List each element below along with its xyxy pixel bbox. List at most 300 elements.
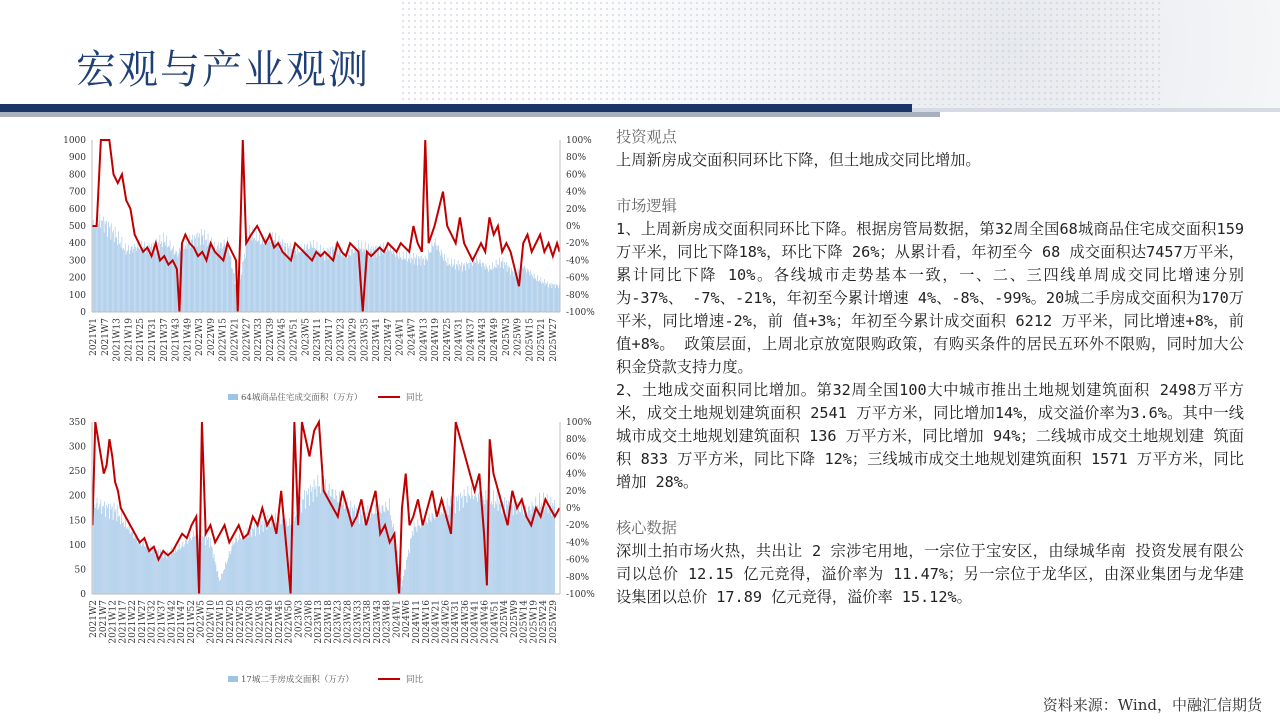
data-bar <box>441 250 442 312</box>
data-bar <box>525 269 526 312</box>
data-bar <box>369 514 370 594</box>
data-bar <box>479 492 480 594</box>
data-bar <box>248 240 249 312</box>
data-bar <box>270 527 271 594</box>
data-bar <box>361 515 362 594</box>
data-bar <box>394 249 395 312</box>
data-bar <box>216 249 217 312</box>
data-bar <box>523 515 524 594</box>
data-bar <box>427 258 428 312</box>
data-bar <box>376 257 377 312</box>
data-bar <box>118 517 119 594</box>
data-bar <box>453 264 454 312</box>
data-bar <box>434 518 435 594</box>
x-tick-label: 2021W13 <box>112 318 123 362</box>
data-bar <box>133 253 134 312</box>
data-bar <box>185 540 186 594</box>
data-bar <box>433 514 434 594</box>
data-bar <box>217 571 218 594</box>
data-bar <box>242 275 243 312</box>
data-bar <box>303 500 304 594</box>
data-bar <box>379 256 380 312</box>
data-bar <box>100 214 101 312</box>
data-bar <box>226 564 227 594</box>
data-bar <box>193 531 194 594</box>
data-bar <box>331 258 332 312</box>
data-bar <box>274 240 275 312</box>
data-bar <box>211 237 212 312</box>
data-bar <box>165 246 166 312</box>
left-tick-label: 1000 <box>63 136 86 146</box>
legend-bar-label: 17城二手房成交面积（万方） <box>241 675 354 685</box>
data-bar <box>223 571 224 594</box>
data-bar <box>411 538 412 594</box>
data-bar <box>351 256 352 312</box>
data-bar <box>340 252 341 312</box>
data-bar <box>128 529 129 594</box>
x-tick-label: 2024W49 <box>490 317 500 362</box>
data-bar <box>548 288 549 312</box>
data-bar <box>536 281 537 312</box>
data-bar <box>294 243 295 312</box>
x-tick-label: 2023W48 <box>382 599 393 644</box>
data-bar <box>416 526 417 594</box>
data-bar <box>125 243 126 312</box>
left-tick-label: 150 <box>68 516 86 527</box>
x-tick-label: 2021W7 <box>100 318 111 356</box>
data-bar <box>553 285 554 312</box>
data-bar <box>375 246 376 312</box>
data-bar <box>217 572 218 594</box>
data-bar <box>517 514 518 594</box>
data-bar <box>254 524 255 594</box>
data-bar <box>184 249 185 312</box>
data-bar <box>528 270 529 312</box>
x-tick-label: 2022W51 <box>289 317 300 362</box>
left-tick-label: 50 <box>74 565 86 576</box>
data-bar <box>554 284 555 312</box>
data-bar <box>127 527 128 594</box>
data-bar <box>496 504 497 594</box>
data-bar <box>468 494 469 594</box>
data-bar <box>537 505 538 594</box>
data-bar <box>208 233 209 312</box>
data-bar <box>175 545 176 594</box>
data-bar <box>166 235 167 312</box>
data-bar <box>387 510 388 594</box>
data-bar <box>183 542 184 594</box>
data-bar <box>415 257 416 312</box>
data-bar <box>109 519 110 594</box>
data-bar <box>143 248 144 312</box>
data-bar <box>312 247 313 312</box>
data-bar <box>241 273 242 313</box>
data-bar <box>396 251 397 312</box>
data-bar <box>432 513 433 594</box>
data-bar <box>417 265 418 312</box>
data-bar <box>370 517 371 594</box>
data-bar <box>426 260 427 312</box>
data-bar <box>201 229 202 312</box>
data-bar <box>490 269 491 312</box>
data-bar <box>106 505 107 594</box>
x-tick-label: 2025W19 <box>529 599 540 644</box>
data-bar <box>378 247 379 312</box>
data-bar <box>492 270 493 312</box>
data-bar <box>543 283 544 312</box>
data-bar <box>142 251 143 312</box>
data-bar <box>413 253 414 312</box>
data-bar <box>430 520 431 594</box>
x-tick-label: 2025W4 <box>500 600 511 638</box>
data-bar <box>121 248 122 312</box>
data-bar <box>255 240 256 312</box>
x-tick-label: 2025W3 <box>501 317 512 356</box>
data-bar <box>496 260 497 312</box>
data-bar <box>169 553 170 594</box>
data-bar <box>522 267 523 312</box>
data-bar <box>123 522 124 594</box>
data-bar <box>443 500 444 594</box>
data-bar <box>369 257 370 312</box>
data-bar <box>425 256 426 312</box>
data-bar <box>367 250 368 312</box>
data-bar <box>489 265 490 312</box>
data-bar <box>441 512 442 594</box>
data-bar <box>435 520 436 594</box>
data-bar <box>525 505 526 594</box>
data-bar <box>498 265 499 312</box>
data-bar <box>117 521 118 594</box>
data-bar <box>434 242 435 312</box>
data-bar <box>415 527 416 594</box>
data-bar <box>107 237 108 312</box>
data-bar <box>150 548 151 594</box>
data-bar <box>416 259 417 312</box>
data-bar <box>214 248 215 312</box>
data-bar <box>224 569 225 594</box>
data-bar <box>439 251 440 312</box>
data-bar <box>106 221 107 312</box>
data-bar <box>508 265 509 312</box>
data-bar <box>259 235 260 312</box>
data-bar <box>471 263 472 312</box>
data-bar <box>234 544 235 594</box>
data-bar <box>127 250 128 312</box>
data-bar <box>556 284 557 312</box>
x-tick-label: 2023W47 <box>383 318 394 362</box>
data-bar <box>362 512 363 594</box>
x-tick-label: 2023W28 <box>343 600 354 644</box>
data-bar <box>350 255 351 312</box>
data-bar <box>465 271 466 312</box>
legend-bar-swatch <box>228 394 238 400</box>
data-bar <box>312 487 313 594</box>
data-bar <box>401 586 402 594</box>
data-bar <box>450 266 451 312</box>
data-bar <box>297 244 298 312</box>
data-bar <box>341 256 342 312</box>
data-bar <box>523 269 524 312</box>
data-bar <box>253 529 254 594</box>
data-bar <box>429 253 430 312</box>
data-bar <box>409 259 410 312</box>
data-bar <box>244 254 245 312</box>
x-tick-label: 2024W21 <box>431 600 442 644</box>
data-bar <box>138 242 139 312</box>
data-bar <box>445 509 446 594</box>
data-bar <box>329 251 330 312</box>
data-bar <box>269 522 270 594</box>
right-tick-label: -80% <box>566 572 590 583</box>
data-bar <box>365 514 366 594</box>
data-bar <box>119 244 120 312</box>
x-tick-label: 2022W27 <box>242 317 253 362</box>
x-tick-label: 2022W35 <box>255 600 266 644</box>
data-bar <box>222 574 223 594</box>
data-bar <box>144 246 145 312</box>
data-bar <box>111 509 112 594</box>
data-bar <box>301 244 302 312</box>
data-bar <box>152 549 153 594</box>
data-bar <box>234 274 235 312</box>
data-bar <box>303 249 304 312</box>
data-bar <box>399 259 400 312</box>
left-tick-label: 0 <box>80 308 86 318</box>
data-bar <box>385 249 386 312</box>
data-bar <box>324 260 325 312</box>
data-bar <box>344 257 345 312</box>
data-bar <box>428 518 429 594</box>
data-bar <box>375 504 376 594</box>
data-bar <box>510 274 511 312</box>
data-bar <box>225 562 226 594</box>
data-bar <box>160 244 161 312</box>
data-bar <box>153 550 154 594</box>
data-bar <box>512 505 513 594</box>
data-bar <box>263 244 264 312</box>
data-bar <box>356 508 357 594</box>
data-bar <box>327 248 328 312</box>
data-bar <box>508 268 509 312</box>
data-bar <box>334 500 335 594</box>
data-bar <box>497 268 498 312</box>
data-bar <box>469 496 470 594</box>
data-bar <box>229 253 230 312</box>
data-bar <box>403 252 404 312</box>
data-bar <box>246 241 247 312</box>
data-bar <box>137 247 138 312</box>
left-tick-label: 300 <box>68 442 86 453</box>
data-bar <box>410 263 411 312</box>
data-bar <box>501 494 502 594</box>
data-bar <box>323 490 324 594</box>
data-bar <box>507 272 508 312</box>
data-bar <box>256 524 257 594</box>
data-bar <box>455 269 456 312</box>
data-bar <box>97 227 98 312</box>
data-bar <box>252 241 253 312</box>
data-bar <box>107 507 108 594</box>
x-tick-label: 2022W5 <box>196 600 207 638</box>
data-bar <box>174 553 175 594</box>
data-bar <box>215 251 216 312</box>
data-bar <box>213 558 214 594</box>
data-bar <box>129 254 130 312</box>
data-bar <box>410 539 411 594</box>
x-tick-label: 2022W15 <box>218 317 229 362</box>
data-bar <box>418 256 419 312</box>
data-bar <box>506 500 507 594</box>
data-bar <box>138 541 139 594</box>
data-bar <box>108 504 109 594</box>
data-bar <box>115 227 116 312</box>
x-tick-label: 2022W10 <box>206 599 217 644</box>
data-bar <box>261 244 262 312</box>
data-bar <box>549 503 550 594</box>
data-bar <box>513 271 514 312</box>
data-bar <box>100 499 101 594</box>
data-bar <box>516 508 517 594</box>
view-text: 上周新房成交面积同环比下降，但土地成交同比增加。 <box>616 151 981 169</box>
data-bar <box>295 251 296 312</box>
data-bar <box>102 221 103 312</box>
data-bar <box>193 248 194 312</box>
data-bar <box>383 254 384 312</box>
data-bar <box>201 542 202 594</box>
data-bar <box>495 501 496 594</box>
data-bar <box>418 525 419 594</box>
data-bar <box>470 498 471 594</box>
data-bar <box>518 268 519 312</box>
data-bar <box>386 507 387 594</box>
data-bar <box>498 511 499 594</box>
data-bar <box>551 283 552 312</box>
data-bar <box>235 284 236 312</box>
data-bar <box>109 228 110 312</box>
x-tick-label: 2021W31 <box>148 318 158 362</box>
x-tick-label: 2022W15 <box>216 599 227 644</box>
data-bar <box>494 266 495 312</box>
data-bar <box>180 550 181 594</box>
data-bar <box>384 249 385 312</box>
data-bar <box>402 260 403 312</box>
data-bar <box>205 240 206 312</box>
data-bar <box>125 516 126 594</box>
data-bar <box>115 511 116 594</box>
data-bar <box>169 247 170 312</box>
x-tick-label: 2024W13 <box>419 318 430 362</box>
data-bar <box>275 513 276 594</box>
data-bar <box>215 562 216 594</box>
data-bar <box>485 269 486 312</box>
data-bar <box>328 490 329 594</box>
data-bar <box>482 263 483 312</box>
data-bar <box>302 252 303 312</box>
data-bar <box>232 546 233 594</box>
data-bar <box>502 501 503 594</box>
data-bar <box>209 547 210 594</box>
right-tick-label: -100% <box>566 308 595 318</box>
data-bar <box>467 264 468 312</box>
x-tick-label: 2024W46 <box>480 600 491 644</box>
data-bar <box>123 248 124 312</box>
data-bar <box>250 532 251 594</box>
data-bar <box>103 216 104 312</box>
data-bar <box>151 553 152 594</box>
data-bar <box>145 547 146 594</box>
data-bar <box>455 513 456 594</box>
x-tick-label: 2021W17 <box>118 600 129 644</box>
data-bar <box>95 229 96 312</box>
data-bar <box>307 495 308 594</box>
x-tick-label: 2024W51 <box>490 600 501 644</box>
data-bar <box>494 508 495 594</box>
data-bar <box>313 240 314 312</box>
data-bar <box>110 504 111 594</box>
data-bar <box>460 493 461 594</box>
data-bar <box>150 247 151 312</box>
left-tick-label: 250 <box>68 467 86 478</box>
data-bar <box>177 550 178 594</box>
data-bar <box>429 514 430 594</box>
data-bar <box>487 269 488 312</box>
data-bar <box>135 535 136 594</box>
data-bar <box>405 258 406 312</box>
data-bar <box>512 271 513 312</box>
data-bar <box>454 259 455 312</box>
data-bar <box>424 523 425 594</box>
x-tick-label: 2024W43 <box>478 317 489 362</box>
x-tick-label: 2021W32 <box>147 599 158 644</box>
data-bar <box>527 516 528 594</box>
data-bar <box>157 245 158 312</box>
data-bar <box>285 243 286 312</box>
data-bar <box>400 257 401 312</box>
data-bar <box>117 245 118 312</box>
data-bar <box>443 261 444 312</box>
data-bar <box>103 506 104 594</box>
x-tick-label: 2021W19 <box>124 318 135 362</box>
data-bar <box>502 514 503 594</box>
data-bar <box>538 509 539 594</box>
data-bar <box>255 536 256 594</box>
data-bar <box>486 264 487 312</box>
data-bar <box>242 537 243 594</box>
data-bar <box>102 506 103 594</box>
data-bar <box>233 541 234 594</box>
data-bar <box>203 235 204 312</box>
data-bar <box>391 520 392 594</box>
data-bar <box>307 244 308 312</box>
data-bar <box>327 494 328 594</box>
data-bar <box>358 509 359 594</box>
data-bar <box>163 232 164 312</box>
data-bar <box>454 266 455 312</box>
data-bar <box>173 552 174 594</box>
data-bar <box>436 514 437 594</box>
data-bar <box>404 569 405 594</box>
x-tick-label: 2023W41 <box>372 318 383 362</box>
data-bar <box>285 246 286 312</box>
data-bar <box>294 521 295 594</box>
x-tick-label: 2021W42 <box>167 600 178 644</box>
x-tick-label: 2024W31 <box>454 317 465 362</box>
x-tick-label: 2024W16 <box>421 600 432 644</box>
data-bar <box>401 258 402 312</box>
data-bar <box>245 258 246 312</box>
data-bar <box>492 505 493 595</box>
